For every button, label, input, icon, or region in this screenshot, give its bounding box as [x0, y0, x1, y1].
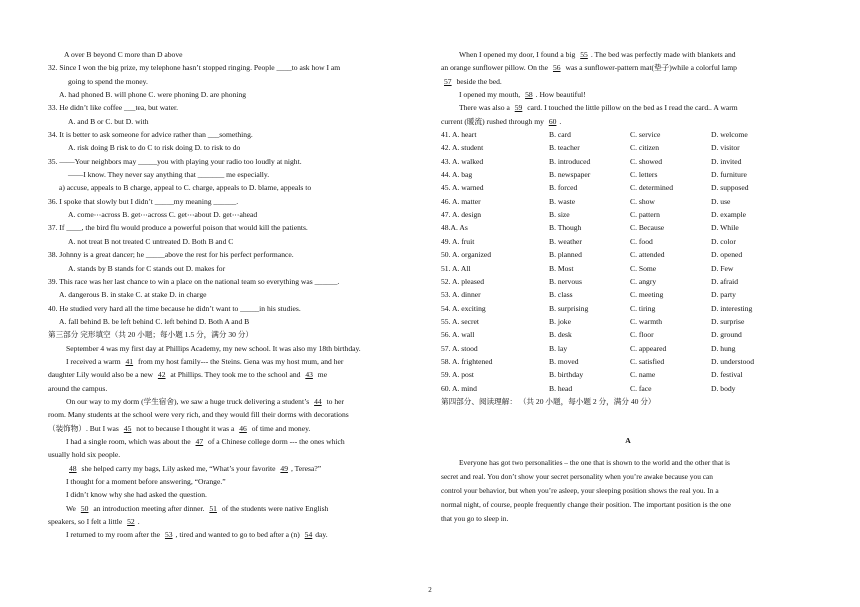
option-choice: D. Few: [711, 263, 734, 273]
question-line: a) accuse, appeals to B charge, appeal to C. charge, appeals to D. blame, appeals to: [59, 183, 312, 193]
cloze-text: an introduction meeting after dinner.: [91, 503, 207, 513]
page-number: 2: [428, 586, 432, 594]
question-line: A. dangerous B. in stake C. at stake D. in charge: [59, 290, 207, 300]
cloze-text: she helped carry my bags, Lily asked me, “What’s your favorite: [79, 463, 278, 473]
option-choice: D. visitor: [711, 143, 740, 153]
option-row: [441, 208, 815, 221]
option-choice: 42. A. student: [441, 143, 484, 153]
option-row: [441, 195, 815, 208]
cloze-line: [48, 408, 412, 421]
cloze-blank: 44: [314, 396, 322, 406]
cloze-line: [48, 382, 412, 395]
reading-passage-a: [441, 456, 815, 526]
cloze-text: not to because I thought it was a: [134, 423, 237, 433]
cloze-text: When I opened my door, I found a big: [459, 50, 578, 59]
cloze-text: room. Many students at the school were very rich, and they would fill their dorms with decorations: [48, 410, 349, 420]
cloze-line: [48, 422, 412, 435]
question-line: A. come⋯across B. get⋯across C. get⋯about D. get⋯ahead: [68, 210, 258, 220]
option-choice: 51. A. All: [441, 263, 471, 273]
option-choice: 58. A. frightened: [441, 356, 493, 366]
option-choice: 48.A. As: [441, 223, 468, 233]
option-choice: B. newspaper: [549, 170, 591, 180]
question-line: 40. He studied very hard all the time because he didn’t want to _____in his studies.: [48, 303, 301, 313]
cloze-blank: 45: [123, 423, 132, 433]
cloze-line: [48, 488, 412, 501]
passage-label: A: [625, 436, 631, 446]
reading-section-heading: 第四部分、阅读理解： （共 20 小题，每小题 2 分，满分 40 分）: [441, 396, 656, 406]
right-column: [441, 48, 815, 526]
option-choice: B. forced: [549, 183, 578, 193]
cloze-text: of the students were native English: [219, 503, 329, 513]
cloze-blank: 55: [580, 50, 588, 59]
cloze-text: . How beautiful!: [535, 90, 586, 100]
cloze-text: of a Chinese college dorm --- the ones which: [206, 436, 345, 446]
option-choice: C. name: [630, 370, 656, 380]
cloze-text: was a sunflower-pattern mat(垫子)while a colorful lamp: [563, 63, 737, 73]
option-choice: C. service: [630, 130, 661, 140]
option-choice: D. body: [711, 383, 736, 393]
option-row: [441, 382, 815, 395]
cloze-text: from my host family--- the Steins. Gena was my host mum, and her: [136, 356, 344, 366]
option-choice: B. introduced: [549, 156, 591, 166]
option-choice: B. class: [549, 290, 573, 300]
question-line: 39. This race was her last chance to win a place on the national team so everything was ______.: [48, 276, 340, 286]
option-row: [441, 141, 815, 154]
option-choice: 41. A. heart: [441, 130, 477, 140]
option-choice: 44. A. bag: [441, 170, 473, 180]
cloze-text: speakers, so I felt a little: [48, 517, 125, 527]
cloze-text: .: [559, 116, 562, 126]
cloze-blank: 51: [209, 503, 217, 513]
option-row: [441, 368, 815, 381]
option-choice: 50. A. organized: [441, 250, 492, 260]
option-choice: 43. A. walked: [441, 156, 484, 166]
option-choice: B. card: [549, 130, 571, 140]
cloze-line: [48, 515, 412, 528]
passage-line: Everyone has got two personalities – the one that is shown to the world and the other that is: [459, 457, 730, 467]
option-choice: D. party: [711, 290, 736, 300]
cloze-line: [48, 368, 412, 381]
option-choice: C. Some: [630, 263, 657, 273]
option-choice: C. showed: [630, 156, 663, 166]
cloze-blank: 43: [305, 370, 313, 380]
cloze-line: [441, 48, 815, 61]
option-choice: D. use: [711, 196, 731, 206]
cloze-text: I returned to my room after the: [66, 530, 162, 540]
option-choice: D. festival: [711, 370, 743, 380]
cloze-blank: 50: [80, 503, 89, 513]
option-row: [441, 155, 815, 168]
cloze-blank: 59: [514, 103, 523, 113]
option-row: [441, 302, 815, 315]
cloze-blank: 56: [552, 63, 561, 73]
cloze-text: I opened my mouth,: [459, 90, 523, 100]
question-line: A over B beyond C more than D above: [64, 50, 183, 59]
cloze-passage-right: [441, 48, 815, 128]
option-choice: 47. A. design: [441, 210, 482, 220]
option-choice: B. size: [549, 210, 570, 220]
option-choice: C. floor: [630, 330, 654, 340]
option-choice: C. food: [630, 236, 653, 246]
cloze-line: [441, 88, 815, 101]
option-choice: D. supposed: [711, 183, 749, 193]
option-choice: B. waste: [549, 196, 576, 206]
cloze-line: [441, 101, 815, 114]
question-line: A. and B or C. but D. with: [68, 116, 149, 126]
option-row: [441, 275, 815, 288]
option-choice: B. surprising: [549, 303, 589, 313]
cloze-blank: 46: [239, 423, 247, 433]
cloze-text: me: [315, 370, 328, 380]
cloze-text: around the campus.: [48, 383, 108, 393]
option-choice: D. While: [711, 223, 739, 233]
cloze-text: an orange sunflower pillow. On the: [441, 63, 550, 73]
cloze-text: . The bed was perfectly made with blankets and: [590, 50, 736, 59]
option-choice: B. desk: [549, 330, 572, 340]
cloze-text: to her: [324, 396, 345, 406]
cloze-line: [48, 502, 412, 515]
option-row: [441, 248, 815, 261]
option-choice: C. appeared: [630, 343, 667, 353]
option-row: [441, 355, 815, 368]
option-choice: B. planned: [549, 250, 582, 260]
option-choice: D. furniture: [711, 170, 747, 180]
option-choice: 60. A. mind: [441, 383, 477, 393]
option-choice: C. citizen: [630, 143, 660, 153]
cloze-blank: 42: [157, 370, 166, 380]
option-choice: D. hung: [711, 343, 736, 353]
option-row: [441, 235, 815, 248]
option-row: [441, 328, 815, 341]
option-row: [441, 221, 815, 234]
grammar-questions: [48, 48, 412, 328]
option-choice: C. angry: [630, 276, 657, 286]
question-line: ——I know. They never say anything that _______ me especially.: [68, 170, 270, 180]
cloze-text: daughter Lily would also be a new: [48, 370, 155, 380]
option-choice: 49. A. fruit: [441, 236, 475, 246]
option-choice: D. interesting: [711, 303, 753, 313]
option-choice: C. pattern: [630, 210, 660, 220]
cloze-blank: 54: [304, 530, 313, 540]
option-choice: D. surprise: [711, 316, 745, 326]
option-choice: C. face: [630, 383, 652, 393]
passage-line: secret and real. You don’t show your secret personality when you’re awake because you can: [441, 471, 713, 481]
question-line: 34. It is better to ask someone for advice rather than ___something.: [48, 130, 253, 140]
option-choice: B. weather: [549, 236, 582, 246]
cloze-blank: 58: [525, 90, 533, 100]
cloze-text: There was also a: [459, 103, 512, 113]
cloze-blank: 49: [280, 463, 288, 473]
cloze-line: [48, 395, 412, 408]
cloze-text: I didn’t know why she had asked the question.: [66, 490, 207, 500]
question-line: A. stands by B stands for C stands out D. makes for: [68, 263, 226, 273]
question-line: 37. If ____, the bird flu would produce a powerful poison that would kill the patients.: [48, 223, 308, 233]
cloze-line: [48, 448, 412, 461]
option-choice: B. teacher: [549, 143, 580, 153]
option-choice: 53. A. dinner: [441, 290, 481, 300]
option-choice: C. determined: [630, 183, 674, 193]
cloze-text: beside the bed.: [454, 76, 502, 86]
option-choice: B. Most: [549, 263, 574, 273]
option-row: [441, 128, 815, 141]
option-choice: 46. A. matter: [441, 196, 481, 206]
cloze-blank: 57: [444, 76, 452, 86]
option-row: [441, 181, 815, 194]
cloze-options: [441, 128, 815, 395]
cloze-blank: 60: [548, 116, 557, 126]
option-choice: C. attended: [630, 250, 665, 260]
option-choice: C. tiring: [630, 303, 656, 313]
cloze-line: [441, 61, 815, 74]
option-choice: D. example: [711, 210, 747, 220]
option-choice: C. show: [630, 196, 655, 206]
question-line: A. fall behind B. be left behind C. left behind D. Both A and B: [59, 316, 250, 326]
passage-line: that you go to sleep in.: [441, 513, 509, 523]
cloze-text: I thought for a moment before answering, “Orange.”: [66, 477, 226, 486]
cloze-text: day.: [315, 530, 328, 540]
cloze-section-heading: 第三部分 完形填空（共 20 小题；每小题 1.5 分，满分 30 分）: [48, 330, 254, 340]
option-row: [441, 342, 815, 355]
option-choice: B. birthday: [549, 370, 584, 380]
option-choice: D. afraid: [711, 276, 738, 286]
cloze-text: September 4 was my first day at Phillips Academy, my new school. It was also my 18th birthday.: [66, 343, 361, 353]
option-choice: B. lay: [549, 343, 568, 353]
cloze-blank: 48: [69, 463, 77, 473]
option-choice: D. welcome: [711, 130, 748, 140]
cloze-line: [48, 462, 412, 475]
cloze-text: usually hold six people.: [48, 450, 121, 460]
question-line: A. not treat B not treated C untreated D. Both B and C: [68, 236, 234, 246]
cloze-text: We: [66, 503, 78, 513]
cloze-blank: 41: [125, 356, 134, 366]
option-choice: B. head: [549, 383, 573, 393]
question-line: A. risk doing B risk to do C to risk doing D. to risk to do: [68, 143, 241, 153]
option-row: [441, 288, 815, 301]
left-column: [48, 48, 412, 542]
passage-line: control your behavior, but when you’re asleep, your sleeping position shows the real you. In a: [441, 485, 719, 495]
option-choice: D. ground: [711, 330, 742, 340]
option-choice: B. Though: [549, 223, 582, 233]
cloze-text: current (暖流) rushed through my: [441, 116, 546, 126]
passage-line: normal night, of course, people frequently change their position. The important position is the one: [441, 499, 731, 509]
option-choice: 56. A. wall: [441, 330, 475, 340]
option-row: [441, 262, 815, 275]
option-choice: D. invited: [711, 156, 742, 166]
cloze-text: I received a warm: [66, 356, 123, 366]
question-line: 35. ——Your neighbors may _____you with playing your radio too loudly at night.: [48, 156, 302, 166]
option-choice: 52. A. pleased: [441, 276, 485, 286]
cloze-blank: 53: [164, 530, 173, 540]
option-choice: B. nervous: [549, 276, 582, 286]
cloze-text: I had a single room, which was about the: [66, 436, 193, 446]
cloze-passage-left: [48, 342, 412, 542]
cloze-text: at Phillips. They took me to the school and: [168, 370, 303, 380]
option-choice: B. joke: [549, 316, 571, 326]
cloze-line: [48, 355, 412, 368]
option-choice: 45. A. warned: [441, 183, 484, 193]
cloze-line: [48, 342, 412, 355]
cloze-text: .: [137, 517, 140, 527]
question-line: 33. He didn’t like coffee ___tea, but water.: [48, 103, 179, 113]
question-line: going to spend the money.: [68, 76, 148, 86]
cloze-line: [441, 75, 815, 88]
option-choice: 54. A. exciting: [441, 303, 486, 313]
option-choice: 57. A. stood: [441, 343, 478, 353]
cloze-line: [48, 528, 412, 541]
cloze-text: （装饰物）. But I was: [48, 423, 121, 433]
option-choice: C. meeting: [630, 290, 664, 300]
cloze-blank: 47: [195, 436, 204, 446]
cloze-line: [48, 475, 412, 488]
option-choice: 55. A. secret: [441, 316, 479, 326]
option-choice: 59. A. post: [441, 370, 474, 380]
cloze-text: , Teresa?”: [290, 463, 322, 473]
question-line: 36. I spoke that slowly but I didn’t _____my meaning ______.: [48, 196, 239, 206]
cloze-line: [48, 435, 412, 448]
option-row: [441, 315, 815, 328]
option-choice: D. opened: [711, 250, 743, 260]
question-line: 32. Since I won the big prize, my telephone hasn’t stopped ringing. People ____to ask how I am: [48, 63, 341, 73]
option-choice: D. understood: [711, 356, 755, 366]
cloze-text: card. I touched the little pillow on the bed as I read the card.. A warm: [525, 103, 738, 113]
question-line: A. had phoned B. will phone C. were phoning D. are phoning: [59, 90, 247, 100]
option-choice: C. warmth: [630, 316, 663, 326]
option-choice: C. satisfied: [630, 356, 665, 366]
option-row: [441, 168, 815, 181]
option-choice: C. Because: [630, 223, 665, 233]
option-choice: C. letters: [630, 170, 658, 180]
cloze-blank: 52: [127, 517, 135, 527]
cloze-text: On our way to my dorm (学生宿舍), we saw a huge truck delivering a student’s: [66, 396, 312, 406]
cloze-text: , tired and wanted to go to bed after a (n): [175, 530, 302, 540]
cloze-line: [441, 115, 815, 128]
cloze-text: of time and money.: [249, 423, 311, 433]
option-choice: D. color: [711, 236, 736, 246]
option-choice: B. moved: [549, 356, 579, 366]
question-line: 38. Johnny is a great dancer; he _____above the rest for his perfect performance.: [48, 250, 294, 260]
